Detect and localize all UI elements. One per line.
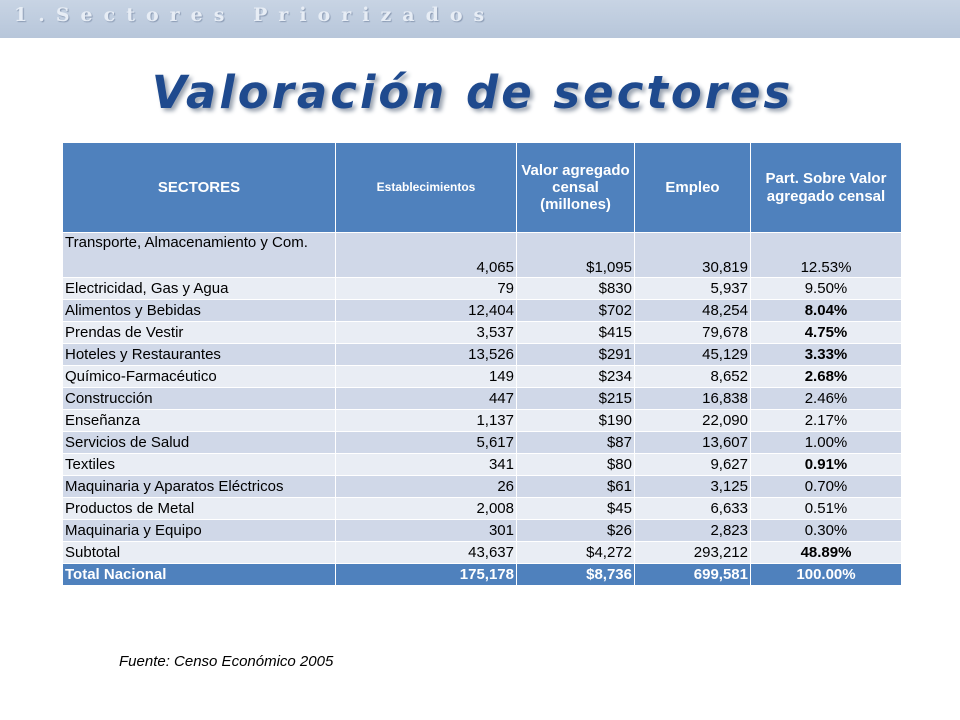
- sector-cell: Enseñanza: [63, 410, 336, 432]
- table-row: [63, 454, 902, 476]
- total-establecimientos-cell: 175,178: [336, 564, 517, 586]
- table-row: [63, 542, 902, 564]
- establecimientos-cell: 341: [336, 454, 517, 476]
- table-row: [63, 233, 902, 278]
- valor-cell: $4,272: [517, 542, 635, 564]
- sector-cell: Subtotal: [63, 542, 336, 564]
- table-row: [63, 432, 902, 454]
- establecimientos-cell: 79: [336, 278, 517, 300]
- sector-cell: Textiles: [63, 454, 336, 476]
- participacion-cell: 2.17%: [751, 410, 902, 432]
- establecimientos-cell: 447: [336, 388, 517, 410]
- empleo-cell: 13,607: [635, 432, 751, 454]
- empleo-cell: 22,090: [635, 410, 751, 432]
- participacion-cell: 0.30%: [751, 520, 902, 542]
- sector-cell: Prendas de Vestir: [63, 322, 336, 344]
- valor-cell: $45: [517, 498, 635, 520]
- valor-cell: $61: [517, 476, 635, 498]
- establecimientos-cell: 4,065: [336, 233, 517, 278]
- participacion-cell: 0.91%: [751, 454, 902, 476]
- establecimientos-cell: 149: [336, 366, 517, 388]
- empleo-cell: 2,823: [635, 520, 751, 542]
- table-row: [63, 278, 902, 300]
- empleo-cell: 293,212: [635, 542, 751, 564]
- table-row: [63, 344, 902, 366]
- sector-cell: Electricidad, Gas y Agua: [63, 278, 336, 300]
- sector-cell: Hoteles y Restaurantes: [63, 344, 336, 366]
- sector-cell: Construcción: [63, 388, 336, 410]
- participacion-cell: 12.53%: [751, 233, 902, 278]
- valor-cell: $291: [517, 344, 635, 366]
- valor-cell: $26: [517, 520, 635, 542]
- sector-cell: Maquinaria y Equipo: [63, 520, 336, 542]
- valor-cell: $415: [517, 322, 635, 344]
- valor-cell: $1,095: [517, 233, 635, 278]
- empleo-cell: 3,125: [635, 476, 751, 498]
- participacion-cell: 4.75%: [751, 322, 902, 344]
- participacion-cell: 0.70%: [751, 476, 902, 498]
- table-row: [63, 322, 902, 344]
- empleo-cell: 6,633: [635, 498, 751, 520]
- sector-cell: Maquinaria y Aparatos Eléctricos: [63, 476, 336, 498]
- participacion-cell: 2.46%: [751, 388, 902, 410]
- empleo-cell: 45,129: [635, 344, 751, 366]
- total-participacion-cell: 100.00%: [751, 564, 902, 586]
- table-row: [63, 498, 902, 520]
- valor-cell: $87: [517, 432, 635, 454]
- valor-cell: $190: [517, 410, 635, 432]
- sector-cell: Alimentos y Bebidas: [63, 300, 336, 322]
- total-empleo-cell: 699,581: [635, 564, 751, 586]
- establecimientos-cell: 12,404: [336, 300, 517, 322]
- sector-cell: Productos de Metal: [63, 498, 336, 520]
- table-header-row: [63, 143, 902, 233]
- empleo-cell: 5,937: [635, 278, 751, 300]
- empleo-cell: 30,819: [635, 233, 751, 278]
- table-row: [63, 410, 902, 432]
- establecimientos-cell: 26: [336, 476, 517, 498]
- table-row: [63, 476, 902, 498]
- empleo-cell: 8,652: [635, 366, 751, 388]
- participacion-cell: 2.68%: [751, 366, 902, 388]
- table-row: [63, 300, 902, 322]
- empleo-cell: 9,627: [635, 454, 751, 476]
- column-header-valor-agregado: Valor agregado censal (millones): [517, 143, 635, 233]
- empleo-cell: 79,678: [635, 322, 751, 344]
- section-header-bar: [0, 0, 960, 38]
- participacion-cell: 0.51%: [751, 498, 902, 520]
- establecimientos-cell: 2,008: [336, 498, 517, 520]
- column-header-establecimientos: Establecimientos: [336, 143, 517, 233]
- participacion-cell: 48.89%: [751, 542, 902, 564]
- total-row: [63, 564, 902, 586]
- section-label: 1.Sectores Priorizados: [14, 4, 496, 26]
- participacion-cell: 9.50%: [751, 278, 902, 300]
- table-row: [63, 388, 902, 410]
- valor-cell: $215: [517, 388, 635, 410]
- total-valor-cell: $8,736: [517, 564, 635, 586]
- sector-cell: Químico-Farmacéutico: [63, 366, 336, 388]
- table-row: [63, 366, 902, 388]
- sector-cell: Servicios de Salud: [63, 432, 336, 454]
- column-header-empleo: Empleo: [635, 143, 751, 233]
- source-note: Fuente: Censo Económico 2005: [119, 653, 334, 670]
- establecimientos-cell: 43,637: [336, 542, 517, 564]
- establecimientos-cell: 301: [336, 520, 517, 542]
- participacion-cell: 1.00%: [751, 432, 902, 454]
- valor-cell: $234: [517, 366, 635, 388]
- column-header-participacion: Part. Sobre Valor agregado censal: [751, 143, 902, 233]
- establecimientos-cell: 3,537: [336, 322, 517, 344]
- table-row: [63, 520, 902, 542]
- empleo-cell: 48,254: [635, 300, 751, 322]
- valor-cell: $80: [517, 454, 635, 476]
- participacion-cell: 3.33%: [751, 344, 902, 366]
- valor-cell: $702: [517, 300, 635, 322]
- empleo-cell: 16,838: [635, 388, 751, 410]
- sector-cell: Transporte, Almacenamiento y Com.: [63, 233, 336, 278]
- page-title: Valoración de sectores: [151, 66, 794, 119]
- participacion-cell: 8.04%: [751, 300, 902, 322]
- column-header-sectores: SECTORES: [63, 143, 336, 233]
- establecimientos-cell: 5,617: [336, 432, 517, 454]
- sectors-table: [62, 142, 902, 586]
- total-sector-cell: Total Nacional: [63, 564, 336, 586]
- establecimientos-cell: 1,137: [336, 410, 517, 432]
- establecimientos-cell: 13,526: [336, 344, 517, 366]
- valor-cell: $830: [517, 278, 635, 300]
